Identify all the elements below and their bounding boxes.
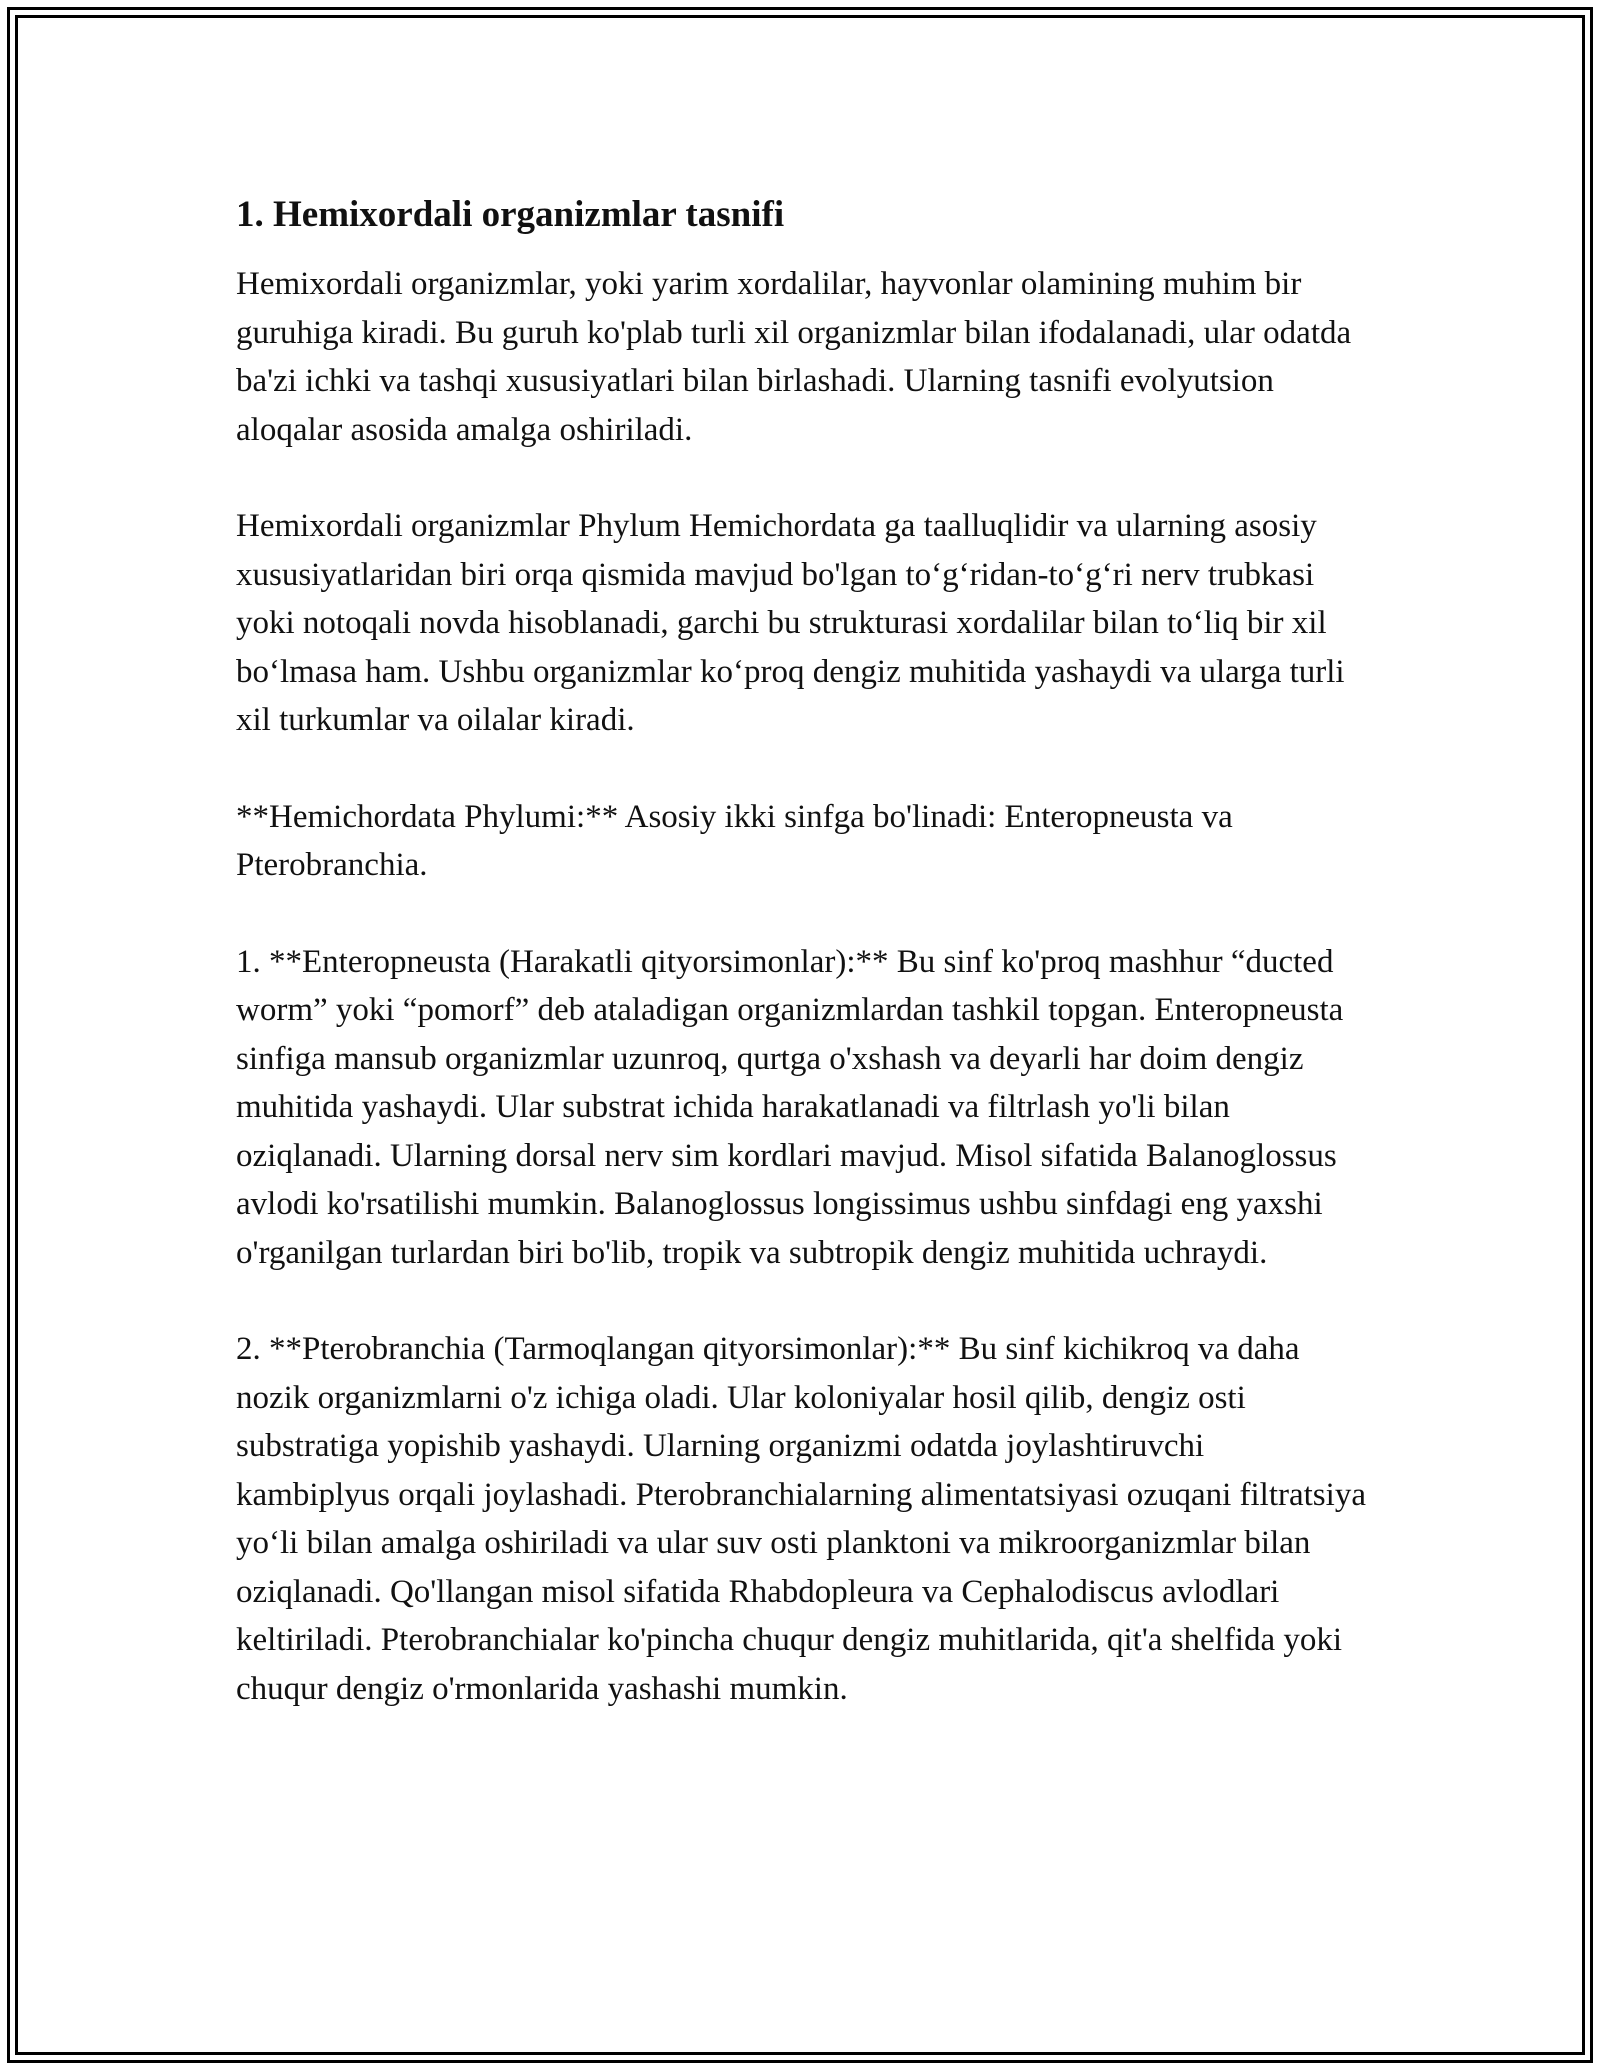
paragraph-intro: Hemixordali organizmlar, yoki yarim xordalilar, hayvonlar olamining muhim bir guruhiga kiradi. Bu guruh ko'plab turli xil organizmlar bilan ifodalanadi, ular odatda ba'zi ichki va tashqi xususiyatlari bilan birlashadi. Ularning tasnifi evolyutsion aloqalar asosida amalga oshiriladi. <box>236 266 1352 448</box>
paragraph-phylum-description: Hemixordali organizmlar Phylum Hemichordata ga taalluqlidir va ularning asosiy xususiyatlaridan biri orqa qismida mavjud bo'lgan to‘g‘ridan-to‘g‘ri nerv trubkasi yoki notoqali novda hisoblanadi, garchi bu strukturasi xordalilar bilan to‘liq bir xil bo‘lmasa ham. Ushbu organizmlar ko‘proq dengiz muhitida yashaydi va ularga turli xil turkumlar va oilalar kiradi. <box>236 508 1345 738</box>
paragraph-enteropneusta: 1. **Enteropneusta (Harakatli qityorsimonlar):** Bu sinf ko'proq mashhur “ducted worm” yoki “pomorf” deb ataladigan organizmlardan tashkil topgan. Enteropneusta sinfiga mansub organizmlar uzunroq, qurtga o'xshash va deyarli har doim dengiz muhitida yashaydi. Ular substrat ichida harakatlanadi va filtrlash yo'li bilan oziqlanadi. Ularning dorsal nerv sim kordlari mavjud. Misol sifatida Balanoglossus avlodi ko'rsatilishi mumkin. Balanoglossus longissimus ushbu sinfdagi eng yaxshi o'rganilgan turlardan biri bo'lib, tropik va subtropik dengiz muhitida uchraydi. <box>236 943 1344 1271</box>
paragraph-phylum-classes: **Hemichordata Phylumi:** Asosiy ikki sinfga bo'linadi: Enteropneusta va Pterobranchia. <box>236 798 1233 883</box>
document-body <box>236 188 1366 1761</box>
section-heading: 1. Hemixordali organizmlar tasnifi <box>236 194 785 235</box>
paragraph-pterobranchia: 2. **Pterobranchia (Tarmoqlangan qityorsimonlar):** Bu sinf kichikroq va daha nozik organizmlarni o'z ichiga oladi. Ular koloniyalar hosil qilib, dengiz osti substratiga yopishib yashaydi. Ularning organizmi odatda joylashtiruvchi kambiplyus orqali joylashadi. Pterobranchialarning alimentatsiyasi ozuqani filtratsiya yo‘li bilan amalga oshiriladi va ular suv osti planktoni va mikroorganizmlar bilan oziqlanadi. Qo'llangan misol sifatida Rhabdopleura va Cephalodiscus avlodlari keltiriladi. Pterobranchialar ko'pincha chuqur dengiz muhitlarida, qit'a shelfida yoki chuqur dengiz o'rmonlarida yashashi mumkin. <box>236 1331 1366 1707</box>
